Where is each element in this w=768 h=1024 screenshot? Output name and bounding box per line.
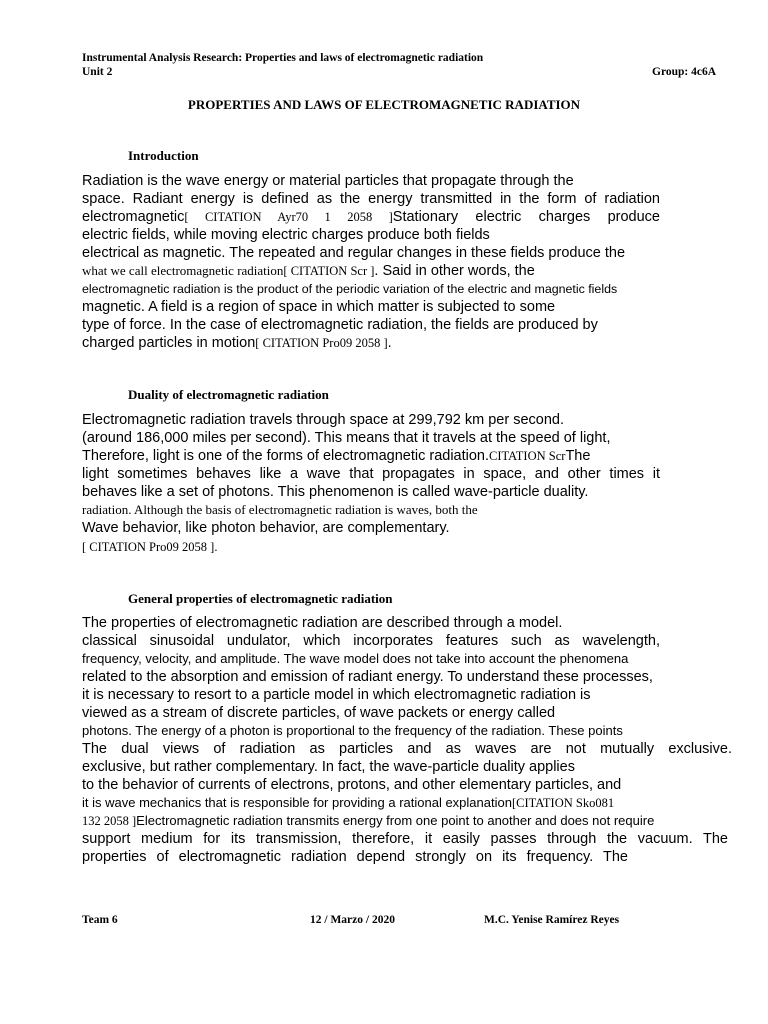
text-run: it is wave mechanics that is responsible for providing a rational explanation xyxy=(82,795,512,810)
paragraph-line: electric fields, while moving electric charges produce both fields xyxy=(82,227,490,243)
paragraph-line: (around 186,000 miles per second). This means that it travels at the speed of light, xyxy=(82,430,611,446)
footer-date: 12 / Marzo / 2020 xyxy=(310,914,395,926)
citation-field: 132 2058 ] xyxy=(82,814,137,828)
paragraph-line xyxy=(82,334,392,352)
text-run: The xyxy=(565,448,591,464)
text-run: electromagnetic xyxy=(82,209,185,225)
section-heading-general-properties: General properties of electromagnetic radiation xyxy=(128,591,393,606)
paragraph-line: Wave behavior, like photon behavior, are complementary. xyxy=(82,520,450,536)
paragraph-line: magnetic. A field is a region of space in which matter is subjected to some xyxy=(82,299,556,315)
section-heading-introduction: Introduction xyxy=(128,148,199,163)
unit-label: Unit 2 xyxy=(82,66,113,78)
paragraph-line: electrical as magnetic. The repeated and regular changes in these fields produce the xyxy=(82,245,626,261)
citation-field: CITATION Scr xyxy=(489,449,566,463)
paragraph-line: to the behavior of currents of electrons, protons, and other elementary particles, and xyxy=(82,777,622,793)
text-run: Electromagnetic radiation transmits energy from one point to another and does not require xyxy=(136,813,655,828)
text-run: what we call electromagnetic radiation xyxy=(82,263,284,278)
paragraph-line: frequency, velocity, and amplitude. The wave model does not take into account the phenomena xyxy=(82,651,629,666)
citation-field: [ CITATION Pro09 2058 ]. xyxy=(82,540,218,554)
section-heading-duality: Duality of electromagnetic radiation xyxy=(128,387,329,402)
paragraph-line: viewed as a stream of discrete particles, of wave packets or energy called xyxy=(82,705,556,721)
paragraph-line: support medium for its transmission, therefore, it easily passes through the vacuum. The xyxy=(82,831,728,847)
paragraph-line xyxy=(82,812,654,830)
paragraph-line: radiation. Although the basis of electromagnetic radiation is waves, both the xyxy=(82,502,478,517)
text-run: Stationary electric charges produce xyxy=(392,209,660,225)
paragraph-line: The dual views of radiation as particles and as waves are not mutually exclusive. xyxy=(82,741,732,757)
paragraph-line: light sometimes behaves like a wave that propagates in space, and other times it xyxy=(82,466,660,482)
paragraph-line: type of force. In the case of electromagnetic radiation, the fields are produced by xyxy=(82,317,598,333)
paragraph-line: electromagnetic radiation is the product of the periodic variation of the electric and magnetic fields xyxy=(82,282,618,296)
paragraph-line: behaves like a set of photons. This phenomenon is called wave-particle duality. xyxy=(82,484,589,500)
paragraph-line: Radiation is the wave energy or material particles that propagate through the xyxy=(82,173,574,189)
text-run: charged particles in motion xyxy=(82,335,256,351)
citation-field: [CITATION Sko081 xyxy=(511,796,615,810)
document-header-title: Instrumental Analysis Research: Properties and laws of electromagnetic radiation xyxy=(82,52,484,64)
text-run: . xyxy=(387,335,392,351)
paragraph-line xyxy=(82,447,590,465)
text-run: Therefore, light is one of the forms of electromagnetic radiation. xyxy=(82,448,490,464)
paragraph-line: Electromagnetic radiation travels through space at 299,792 km per second. xyxy=(82,412,564,428)
text-run: . Said in other words, the xyxy=(374,263,535,279)
citation-field: [ CITATION Scr ] xyxy=(283,264,375,278)
paragraph-line xyxy=(82,262,535,280)
paragraph-line: exclusive, but rather complementary. In fact, the wave-particle duality applies xyxy=(82,759,575,775)
paragraph-line: it is necessary to resort to a particle model in which electromagnetic radiation is xyxy=(82,687,591,703)
paragraph-line: photons. The energy of a photon is proportional to the frequency of the radiation. These points xyxy=(82,723,623,738)
group-label: Group: 4c6A xyxy=(652,66,716,78)
paragraph-line xyxy=(82,794,614,812)
paragraph-line: properties of electromagnetic radiation depend strongly on its frequency. The xyxy=(82,849,628,865)
citation-field: [ CITATION Pro09 2058 ] xyxy=(255,336,388,350)
paragraph-line: The properties of electromagnetic radiation are described through a model. xyxy=(82,615,563,631)
paragraph-line: space. Radiant energy is defined as the energy transmitted in the form of radiation xyxy=(82,191,660,207)
paragraph-line xyxy=(82,208,660,226)
page-title: PROPERTIES AND LAWS OF ELECTROMAGNETIC RADIATION xyxy=(187,97,581,112)
paragraph-line: related to the absorption and emission of radiant energy. To understand these processes, xyxy=(82,669,653,685)
footer-teacher: M.C. Yenise Ramírez Reyes xyxy=(484,914,620,926)
footer-team: Team 6 xyxy=(82,914,118,926)
citation-field: [ CITATION Ayr70 1 2058 ] xyxy=(184,210,393,224)
paragraph-line: classical sinusoidal undulator, which incorporates features such as wavelength, xyxy=(82,633,660,649)
